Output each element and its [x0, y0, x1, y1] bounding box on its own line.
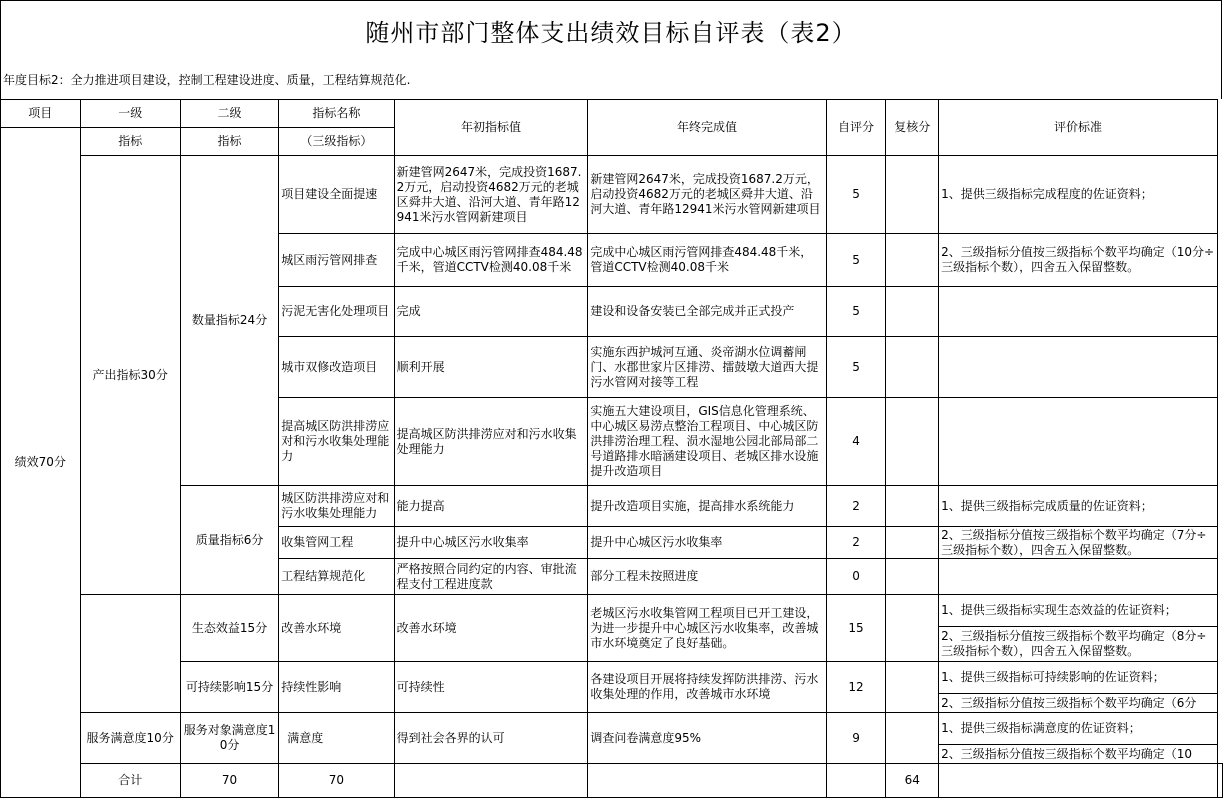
review-score [886, 662, 939, 713]
group-performance: 绩效70分 [1, 128, 81, 798]
header-criteria: 评价标准 [939, 100, 1218, 156]
criteria-text: 1、提供三级指标完成程度的佐证资料； [939, 156, 1218, 234]
total-blank [1218, 764, 1223, 798]
criteria-line: 1、提供三级指标满意度的佐证资料； [939, 713, 1217, 745]
final-value: 各建设项目开展将持续发挥防洪排涝、污水收集处理的作用，改善城市水环境 [588, 662, 826, 713]
indicator-name: 城区防洪排涝应对和污水收集处理能力 [279, 486, 394, 527]
final-value: 部分工程未按照进度 [588, 559, 826, 595]
self-score: 15 [826, 595, 886, 662]
final-value: 新建管网2647米，完成投资1687.2万元，启动投资4682万元的老城区舜井大道、沿河大道、青年路12941米污水管网新建项目 [588, 156, 826, 234]
final-value: 建设和设备安装已全部完成并正式投产 [588, 287, 826, 337]
initial-value: 顺利开展 [394, 337, 588, 398]
header-project: 项目 [1, 100, 81, 128]
criteria-text [939, 595, 1218, 662]
total-label: 合计 [80, 764, 180, 798]
criteria-empty [939, 287, 1218, 337]
header-initial: 年初指标值 [394, 100, 588, 156]
total-blank [939, 764, 1218, 798]
initial-value: 改善水环境 [394, 595, 588, 662]
review-score [886, 486, 939, 527]
group-sustain: 可持续影响15分 [180, 662, 278, 713]
group-output: 产出指标30分 [80, 156, 180, 595]
self-score: 5 [826, 337, 886, 398]
header-name: 指标名称 [279, 100, 394, 128]
indicator-name: 城市双修改造项目 [279, 337, 394, 398]
group-quality: 质量指标6分 [180, 486, 278, 595]
criteria-line: 1、提供三级指标实现生态效益的佐证资料； [939, 595, 1217, 627]
group-service: 服务满意度10分 [80, 713, 180, 764]
header-self-score: 自评分 [826, 100, 886, 156]
header-level2-sub: 指标 [180, 128, 278, 156]
annual-goal: 年度目标2：全力推进项目建设，控制工程建设进度、质量，工程结算规范化. [0, 60, 1222, 99]
header-level1-sub: 指标 [80, 128, 180, 156]
final-value: 完成中心城区雨污管网排查484.48千米，管道CCTV检测40.08千米 [588, 234, 826, 287]
final-value: 老城区污水收集管网工程项目已开工建设，为进一步提升中心城区污水收集率，改善城市水环境奠定了良好基础。 [588, 595, 826, 662]
initial-value: 完成 [394, 287, 588, 337]
total-level2: 70 [279, 764, 394, 798]
criteria-text: 2、三级指标分值按三级指标个数平均确定（7分÷三级指标个数），四舍五入保留整数。 [939, 527, 1218, 559]
indicator-name: 满意度 [279, 713, 394, 764]
self-score: 0 [826, 559, 886, 595]
self-score: 2 [826, 486, 886, 527]
group-quantity: 数量指标24分 [180, 156, 278, 486]
self-score: 12 [826, 662, 886, 713]
self-score: 4 [826, 398, 886, 486]
indicator-name: 提高城区防洪排涝应对和污水收集处理能力 [279, 398, 394, 486]
criteria-text [939, 713, 1218, 764]
indicator-name: 收集管网工程 [279, 527, 394, 559]
review-score [886, 559, 939, 595]
output-blank [80, 595, 180, 713]
total-blank [394, 764, 588, 798]
criteria-line: 2、三级指标分值按三级指标个数平均确定（6分 [941, 695, 1197, 710]
indicator-name: 城区雨污管网排查 [279, 234, 394, 287]
criteria-empty [939, 559, 1218, 595]
page-title: 随州市部门整体支出绩效目标自评表（表2） [0, 0, 1222, 60]
initial-value: 能力提高 [394, 486, 588, 527]
self-score: 9 [826, 713, 886, 764]
criteria-empty [939, 337, 1218, 398]
group-service-object: 服务对象满意度10分 [180, 713, 278, 764]
criteria-line: 2、三级指标分值按三级指标个数平均确定（10 [941, 746, 1192, 761]
review-score [886, 234, 939, 287]
total-blank [826, 764, 886, 798]
final-value: 实施五大建设项目，GIS信息化管理系统、中心城区易涝点整治工程项目、中心城区防洪排涝治理工程、涢水湿地公园北部局部二号道路排水暗涵建设项目、老城区排水设施提升改造项目 [588, 398, 826, 486]
final-value: 提升改造项目实施，提高排水系统能力 [588, 486, 826, 527]
review-score [886, 337, 939, 398]
criteria-text [939, 662, 1218, 713]
header-final: 年终完成值 [588, 100, 826, 156]
self-score: 5 [826, 234, 886, 287]
indicator-name: 项目建设全面提速 [279, 156, 394, 234]
header-name-sub: （三级指标） [279, 128, 394, 156]
criteria-line: 1、提供三级指标可持续影响的佐证资料； [939, 662, 1217, 694]
total-level1: 70 [180, 764, 278, 798]
review-score [886, 713, 939, 764]
initial-value: 提升中心城区污水收集率 [394, 527, 588, 559]
total-blank [588, 764, 826, 798]
criteria-text: 2、三级指标分值按三级指标个数平均确定（10分÷三级指标个数），四舍五入保留整数。 [939, 234, 1218, 287]
initial-value: 完成中心城区雨污管网排查484.48千米，管道CCTV检测40.08千米 [394, 234, 588, 287]
header-review-score: 复核分 [886, 100, 939, 156]
criteria-line: 2、三级指标分值按三级指标个数平均确定（8分÷三级指标个数），四舍五入保留整数。 [941, 629, 1207, 658]
performance-table [0, 99, 1223, 798]
review-score [886, 287, 939, 337]
initial-value: 新建管网2647米，完成投资1687.2万元，启动投资4682万元的老城区舜井大道、沿河大道、青年路12941米污水管网新建项目 [394, 156, 588, 234]
total-score: 64 [886, 764, 939, 798]
header-level2: 二级 [180, 100, 278, 128]
initial-value: 得到社会各界的认可 [394, 713, 588, 764]
indicator-name: 持续性影响 [279, 662, 394, 713]
review-score [886, 398, 939, 486]
group-ecology: 生态效益15分 [180, 595, 278, 662]
self-score: 2 [826, 527, 886, 559]
initial-value: 严格按照合同约定的内容、审批流程支付工程进度款 [394, 559, 588, 595]
initial-value: 提高城区防洪排涝应对和污水收集处理能力 [394, 398, 588, 486]
initial-value: 可持续性 [394, 662, 588, 713]
indicator-name: 工程结算规范化 [279, 559, 394, 595]
review-score [886, 595, 939, 662]
indicator-name: 改善水环境 [279, 595, 394, 662]
indicator-name: 污泥无害化处理项目 [279, 287, 394, 337]
header-level1: 一级 [80, 100, 180, 128]
self-score: 5 [826, 287, 886, 337]
review-score [886, 527, 939, 559]
review-score [886, 156, 939, 234]
final-value: 提升中心城区污水收集率 [588, 527, 826, 559]
final-value: 调查问卷满意度95% [588, 713, 826, 764]
self-score: 5 [826, 156, 886, 234]
criteria-empty [939, 398, 1218, 486]
criteria-text: 1、提供三级指标完成质量的佐证资料； [939, 486, 1218, 527]
final-value: 实施东西护城河互通、炎帝湖水位调蓄闸门、水郡世家片区排涝、擂鼓墩大道西大提污水管网对接等工程 [588, 337, 826, 398]
